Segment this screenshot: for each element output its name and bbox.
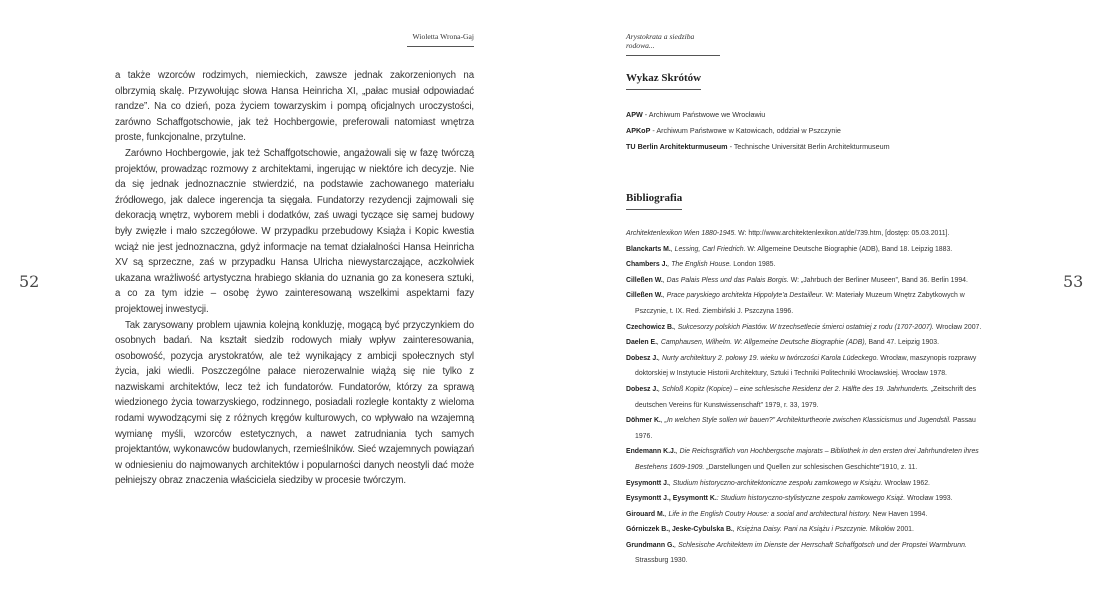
bibliography-author: Dobesz J. [626, 385, 659, 393]
bibliography-entry [626, 335, 986, 351]
abbreviation-code: APW [626, 110, 643, 119]
bibliography-title: , Die Reichsgräflich von Hochbergsche majorats – Bibliothek in den ersten drei Jahrhundreten ihres Bestehens 1609-1909. [635, 448, 979, 471]
bibliography-author: Chambers J. [626, 261, 668, 269]
bibliography-entry [626, 288, 986, 319]
bibliography-author: Blanckarts M. [626, 245, 671, 253]
paragraph: Zarówno Hochbergowie, jak też Schaffgotschowie, angażowali się w fazę twórczą projektów, prowadząc rozmowy z architektami, ingerując w niektóre ich decyzje. Nie da się jednak jednoznacznie stwierdzić, na podstawie zachowanego materiału źródłowego, jak dalece ingerencja ta sięgała. Fundatorzy rezydencji zajmowali się dekoracją wnętrz, wyborem mebli i dodatków, zaś uwagi tyczące się samej budowy były zwięzłe i mało szczegółowe. W przypadku przebudowy Książa i Kopic kwestia wciąż nie jest jednoznaczna, gdyż informacje na temat działalności Hansa Heinricha XV są sprzeczne, zaś w przypadku Hansa Ulricha niewystarczające, aczkolwiek ukazana wrażliwość artystyczna hrabiego skłania do uznania go za konesera sztuki, a co za tym idzie – osobę żywo zainteresowaną wszelkimi aspektami fazy projektowej inwestycji. [115, 147, 474, 315]
running-head-title: Arystokrata a siedziba rodowa... [626, 32, 720, 56]
bibliography-title: , Nurty architektury 2. połowy 19. wieku w twórczości Karola Lüdeckego. [658, 354, 879, 362]
abbreviation-text: - Archiwum Państwowe w Katowicach, oddział w Pszczynie [650, 126, 841, 135]
bibliography-details: Passau 1976. [635, 417, 976, 440]
bibliography-title: , Life in the English Coutry House: a social and architectural history. [664, 510, 871, 518]
bibliography-entry [626, 242, 986, 258]
bibliography-details: „Zeitschrift des deutschen Vereins für Kunstwissenschaft” 1979, r. 33, 1979. [635, 385, 977, 409]
bibliography-author: Eysymontt J. [626, 479, 669, 487]
bibliography-title: , „In welchen Style sollen wir bauen?” Architekturtheorie zwischen Klassicismus und Jugendstil. [660, 417, 951, 425]
bibliography-entry [626, 413, 986, 444]
abbreviation-item [626, 123, 986, 139]
bibliography-list [626, 226, 986, 569]
page-number-right: 53 [1063, 272, 1084, 291]
bibliography-details: W: Allgemeine Deutsche Biographie (ADB), Band 18. Leipzig 1883. [745, 245, 953, 253]
bibliography-details: Band 47. Leipzig 1903. [866, 339, 940, 347]
abbreviations-list [626, 107, 986, 155]
bibliography-entry [626, 476, 986, 492]
bibliography-entry [626, 538, 986, 569]
bibliography-title: , Prace paryskiego architekta Hippolyte'a Destailleur. [662, 292, 824, 300]
bibliography-author: Girouard M. [626, 510, 665, 518]
bibliography-author: Endemann K.J. [626, 448, 676, 456]
bibliography-entry [626, 382, 986, 413]
bibliography-entry [626, 257, 986, 273]
bibliography-details: Wrocław 1993. [905, 495, 953, 503]
abbreviation-code: APKoP [626, 126, 651, 135]
bibliography-title: , Sukcesorzy polskich Piastów. W trzechsetlecie śmierci ostatniej z rodu (1707-2007). [673, 323, 934, 331]
bibliography-entry [626, 491, 986, 507]
bibliography-author: Daelen E. [626, 339, 658, 347]
bibliography-entry [626, 444, 986, 475]
bibliography-author: Czechowicz B. [626, 323, 674, 331]
bibliography-entry [626, 507, 986, 523]
running-head-author: Wioletta Wrona-Gaj [407, 32, 474, 47]
bibliography-details: Strassburg 1930. [635, 557, 688, 565]
abbreviation-code: TU Berlin Architekturmuseum [626, 142, 728, 151]
bibliography-details: W: http://www.architektenlexikon.at/de/739.htm, [dostęp: 05.03.2011]. [736, 230, 950, 237]
paragraph: a także wzorców rodzimych, niemieckich, zawsze jednak zakorzenionych na olbrzymią skalę. Przywołując słowa Hansa Heinricha XI, „pałac musiał odpowiadać randze”. Na co dzień, poza życiem towarzyskim i pompą oficjalnych uroczystości, zarówno Schaffgotschowie, jak też Hochbergowie, preferowali natomiast wnętrza proste, funkcjonalne, przytulne. [115, 70, 474, 144]
bibliography-title: , Camphausen, Wilhelm. W: Allgemeine Deutsche Biographie (ADB), [657, 339, 867, 347]
bibliography-author: Grundmann G. [626, 541, 675, 549]
bibliography-details: London 1985. [731, 261, 776, 269]
bibliography-title: Architektenlexikon Wien 1880-1945. [626, 230, 737, 237]
bibliography-title: , Das Palais Pless und das Palais Borgis. [662, 276, 789, 284]
abbreviation-item [626, 139, 986, 155]
abbreviation-item [626, 107, 986, 123]
bibliography-title: , Lessing, Carl Friedrich. [670, 245, 746, 253]
bibliography-details: Wrocław 2007. [933, 323, 982, 331]
bibliography-entry [626, 522, 986, 538]
right-column [626, 68, 986, 569]
bibliography-entry [626, 226, 986, 242]
bibliography-details: Wrocław, maszynopis rozprawy doktorskiej w Instytucie Historii Architektury, Sztuki i Techniki Politechniki Wrocławskiej. Wrocław 1978. [635, 354, 977, 378]
bibliography-title: , Studium historyczno-architektoniczne zespołu zamkowego w Książu. [668, 479, 883, 487]
bibliography-author: Cilleßen W. [626, 276, 663, 284]
bibliography-author: Cilleßen W. [626, 292, 663, 300]
body-text [115, 68, 474, 489]
bibliography-heading: Bibliografia [626, 192, 682, 210]
bibliography-details: W: „Jahrbuch der Berliner Museen”, Band 36. Berlin 1994. [788, 276, 968, 284]
abbreviation-text: - Archiwum Państwowe we Wrocławiu [642, 110, 766, 119]
bibliography-author: Dobesz J. [626, 354, 659, 362]
bibliography-title: , The English House. [667, 261, 732, 269]
bibliography-author: Eysymontt J., Eysymontt K. [626, 495, 717, 503]
bibliography-title: , Schlesische Architektem im Dienste der Herrschaft Schaffgotsch und der Propstei Warmbrunn. [674, 541, 967, 549]
bibliography-entry [626, 273, 986, 289]
bibliography-entry [626, 320, 986, 336]
bibliography-details: W: Materiały Muzeum Wnętrz Zabytkowych w Pszczynie, t. IX. Red. Ziembiński J. Pszczyna 1996. [635, 292, 965, 315]
bibliography-details: Wrocław 1962. [882, 479, 930, 487]
bibliography-author: Döhmer K. [626, 417, 661, 425]
bibliography-title: , Schloß Kopitz (Kopice) – eine schlesische Residenz der 2. Hälfte des 19. Jahrhunderts. [658, 385, 929, 393]
bibliography-details: „Darstellungen und Quellen zur schlesischen Geschichte”1910, z. 11. [704, 463, 918, 471]
abbreviations-heading: Wykaz Skrótów [626, 72, 701, 90]
bibliography-details: Mikołów 2001. [867, 526, 914, 534]
bibliography-entry [626, 351, 986, 382]
bibliography-author: Górniczek B., Jeske-Cybulska B. [626, 526, 733, 534]
abbreviation-text: - Technische Universität Berlin Architekturmuseum [727, 142, 890, 151]
bibliography-title: , Księżna Daisy. Pani na Książu i Pszczynie. [732, 526, 868, 534]
page-number-left: 52 [19, 272, 40, 291]
bibliography-details: New Haven 1994. [870, 510, 928, 518]
paragraph: Tak zarysowany problem ujawnia kolejną konkluzję, mogącą być przyczynkiem do osobnych badań. Na kształt siedzib rodowych miały wpływ zainteresowania, osobowość, pozycja arystokratów, ale też wynikający z ambicji społecznych styl życia, jaki wiedli. Poszczególne pałace nierozerwalnie wiążą się nie tylko z nazwiskami architektów, lecz też ich fundatorów. Fundatorów, którzy za sprawą wiedzionego życia towarzyskiego, rodzinnego, posiadali rozległe kontakty z wieloma rodami wywodzącymi się z różnych kręgów kulturowych, co wpływało na wzajemną wymianę myśli, wzorców estetycznych, a nawet zatrudniania tych samych projektantów, wykonawców budowlanych, rzemieślników. Sieć wzajemnych powiązań w odniesieniu do najmowanych architektów i popularności danych neostyli dać może pełniejszy obraz znaczenia właściciela siedziby w procesie twórczym. [115, 319, 474, 487]
bibliography-title: : Studium historyczno-stylistyczne zespołu zamkowego Książ. [716, 495, 906, 503]
